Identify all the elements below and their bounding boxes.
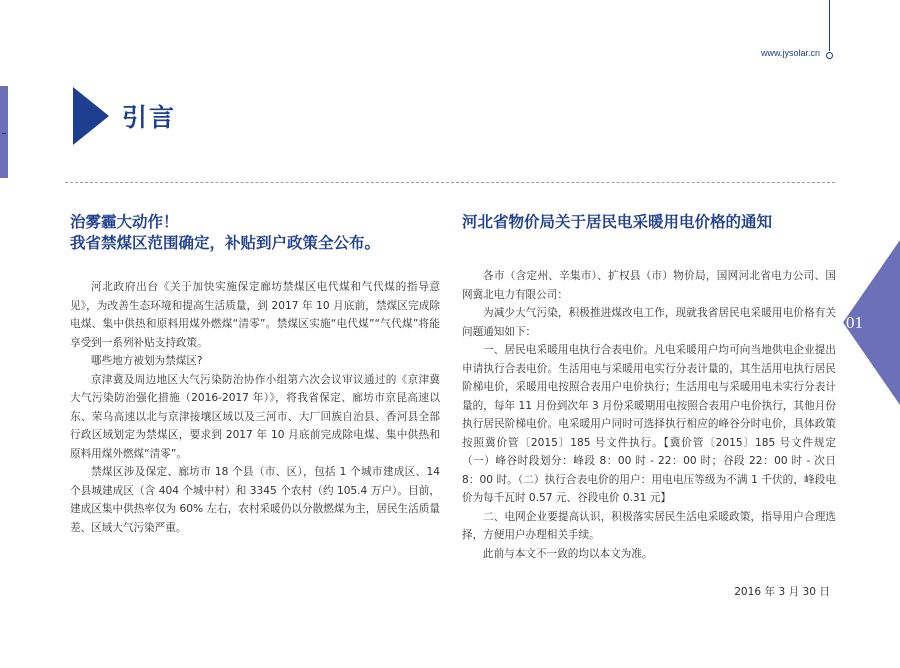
section-title: 引言 bbox=[122, 103, 177, 132]
left-edge-bar bbox=[0, 86, 8, 178]
left-edge-tick bbox=[2, 133, 6, 134]
left-paragraph: 哪些地方被划为禁煤区? bbox=[91, 355, 203, 367]
left-paragraph: 河北政府出台《关于加快实施保定廊坊禁煤区电代煤和气代煤的指导意见》，为改善生态环境和提高生活质量，到 2017 年 10 月底前，禁煤区完成除电煤、集中供热和原料用煤外燃煤“清零”。禁煤区实施“电代煤”“气代煤”将能享受到一系列补贴支持政策。 bbox=[70, 281, 440, 349]
right-article-heading: 河北省物价局关于居民电采暖用电价格的通知 bbox=[462, 213, 773, 231]
left-article-body bbox=[70, 278, 440, 537]
left-paragraph: 禁煤区涉及保定、廊坊市 18 个县（市、区），包括 1 个城市建成区、14 个县城建成区（含 404 个城中村）和 3345 个农村（约 105.4 万户）。目前，建成区集中供热率仅为 60% 左右，农村采暖仍以分散燃煤为主，居民生活质量差、区域大气污染严重。 bbox=[70, 466, 440, 534]
right-paragraph: 此前与本文不一致的均以本文为准。 bbox=[483, 547, 653, 560]
left-article bbox=[70, 212, 440, 537]
right-article-body bbox=[462, 267, 836, 563]
section-arrow-icon bbox=[73, 87, 109, 145]
left-paragraph: 京津冀及周边地区大气污染防治协作小组第六次会议审议通过的《京津冀大气污染防治强化措施（2016-2017 年）》，将我省保定、廊坊市京昆高速以东、荣乌高速以北与京津接壤区域以及三河市、大厂回族自治县、香河县全部行政区域划定为禁煤区，要求到 2017 年 10 月底前完成除电煤、集中供热和原料用煤外燃煤“清零”。 bbox=[70, 373, 440, 460]
header-guide-line bbox=[829, 0, 830, 51]
url-dot-icon bbox=[826, 52, 833, 59]
page-number: 01 bbox=[846, 313, 863, 332]
notice-date: 2016 年 3 月 30 日 bbox=[734, 586, 830, 598]
right-paragraph: 各市（含定州、辛集市）、扩权县（市）物价局，国网河北省电力公司、国网冀北电力有限公司： bbox=[462, 270, 836, 301]
website-url[interactable]: www.jysolar.cn bbox=[760, 48, 820, 58]
section-divider bbox=[65, 182, 835, 183]
right-paragraph: 二、电网企业要提高认识，积极落实居民生活电采暖政策，指导用户合理选择，方便用户办理相关手续。 bbox=[462, 510, 836, 541]
right-article bbox=[462, 212, 836, 563]
right-paragraph: 为减少大气污染，积极推进煤改电工作，现就我省居民电采暖用电价格有关问题通知如下： bbox=[462, 307, 836, 338]
left-heading-line2: 我省禁煤区范围确定，补贴到户政策全公布。 bbox=[70, 234, 381, 252]
left-heading-line1: 治雾霾大动作！ bbox=[70, 213, 179, 231]
right-paragraph: 一、居民电采暖用电执行合表电价。凡电采暖用户均可向当地供电企业提出申请执行合表电价。生活用电与采暖用电实行分表计量的，其生活用电执行居民阶梯电价，采暖用电按照合表用户电价执行；生活用电与采暖用电未实行分表计量的，每年 11 月份到次年 3 月份采暖期用电按照合表用户电价执行，其他月份执行居民阶梯电价。电采暖用户同时可选择执行相应的峰谷分时电价，具体政策按照冀价管〔2015〕185 号文件执行。【冀价管〔2015〕185 号文件规定（一）峰谷时段划分：峰段 8：00 时 - 22：00 时；谷段 22：00 时 - 次日 8：00 时。（二）执行合表电价的用户：用电电压等级为不满 1 千伏的，峰段电价为每千瓦时 0.57 元、谷段电价 0.31 元】 bbox=[462, 344, 836, 504]
left-article-heading bbox=[70, 212, 440, 254]
